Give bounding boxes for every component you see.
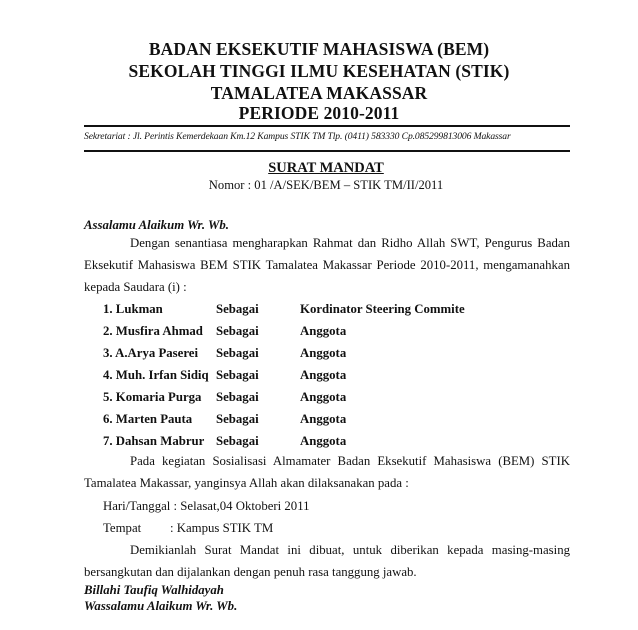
- paragraph-1-line-3: kepada Saudara (i) :: [84, 280, 187, 294]
- member-name: 2. Musfira Ahmad: [103, 324, 203, 338]
- greeting: Assalamu Alaikum Wr. Wb.: [84, 218, 229, 232]
- event-day-date: Hari/Tanggal : Selasat,04 Oktoberi 2011: [103, 499, 310, 513]
- member-role-word: Sebagai: [216, 434, 259, 448]
- paragraph-2-line-1: Pada kegiatan Sosialisasi Almamater Badan Eksekutif Mahasiswa (BEM) STIK: [130, 454, 570, 468]
- member-name: 5. Komaria Purga: [103, 390, 202, 404]
- paragraph-3-line-2: bersangkutan dan dijalankan dengan penuh rasa tanggung jawab.: [84, 565, 417, 579]
- letterhead-institution: SEKOLAH TINGGI ILMU KESEHATAN (STIK): [128, 61, 510, 81]
- member-name: 3. A.Arya Paserei: [103, 346, 199, 360]
- member-role-word: Sebagai: [216, 324, 259, 338]
- letter-title: SURAT MANDAT: [268, 160, 384, 176]
- closing-line-2: Wassalamu Alaikum Wr. Wb.: [84, 599, 238, 613]
- event-place-label: Tempat: [103, 521, 142, 535]
- paragraph-1-line-1: Dengan senantiasa mengharapkan Rahmat dan Ridho Allah SWT, Pengurus Badan: [130, 236, 570, 250]
- letterhead-rule-top: [84, 125, 570, 127]
- paragraph-1-line-2: Eksekutif Mahasiswa BEM STIK Tamalatea Makassar Periode 2010-2011, mengamanahkan: [84, 258, 570, 272]
- member-role-word: Sebagai: [216, 346, 259, 360]
- member-position: Anggota: [300, 412, 347, 426]
- member-position: Kordinator Steering Commite: [300, 302, 465, 316]
- secretariat-address: Sekretariat : Jl. Perintis Kemerdekaan Km.12 Kampus STIK TM Tlp. (0411) 583330 Cp.085299813006 Makassar: [84, 131, 511, 142]
- letterhead-rule-bottom: [84, 150, 570, 152]
- paragraph-3-line-1: Demikianlah Surat Mandat ini dibuat, untuk diberikan kepada masing-masing: [130, 543, 570, 557]
- member-position: Anggota: [300, 434, 347, 448]
- letter-number: Nomor : 01 /A/SEK/BEM – STIK TM/II/2011: [208, 178, 444, 192]
- member-name: 4. Muh. Irfan Sidiq: [103, 368, 209, 382]
- paragraph-2-line-2: Tamalatea Makassar, yanginsya Allah akan dilaksanakan pada :: [84, 476, 409, 490]
- member-role-word: Sebagai: [216, 412, 259, 426]
- member-position: Anggota: [300, 324, 347, 338]
- closing-line-1: Billahi Taufiq Walhidayah: [84, 583, 224, 597]
- letterhead-period: PERIODE 2010-2011: [238, 103, 400, 123]
- event-place-value: : Kampus STIK TM: [170, 521, 274, 535]
- member-name: 1. Lukman: [103, 302, 163, 316]
- member-position: Anggota: [300, 368, 347, 382]
- letterhead-organization: BADAN EKSEKUTIF MAHASISWA (BEM): [148, 39, 490, 59]
- member-role-word: Sebagai: [216, 368, 259, 382]
- letterhead-city: TAMALATEA MAKASSAR: [210, 83, 428, 103]
- member-position: Anggota: [300, 390, 347, 404]
- member-name: 6. Marten Pauta: [103, 412, 193, 426]
- member-role-word: Sebagai: [216, 390, 259, 404]
- member-role-word: Sebagai: [216, 302, 259, 316]
- member-name: 7. Dahsan Mabrur: [103, 434, 205, 448]
- member-position: Anggota: [300, 346, 347, 360]
